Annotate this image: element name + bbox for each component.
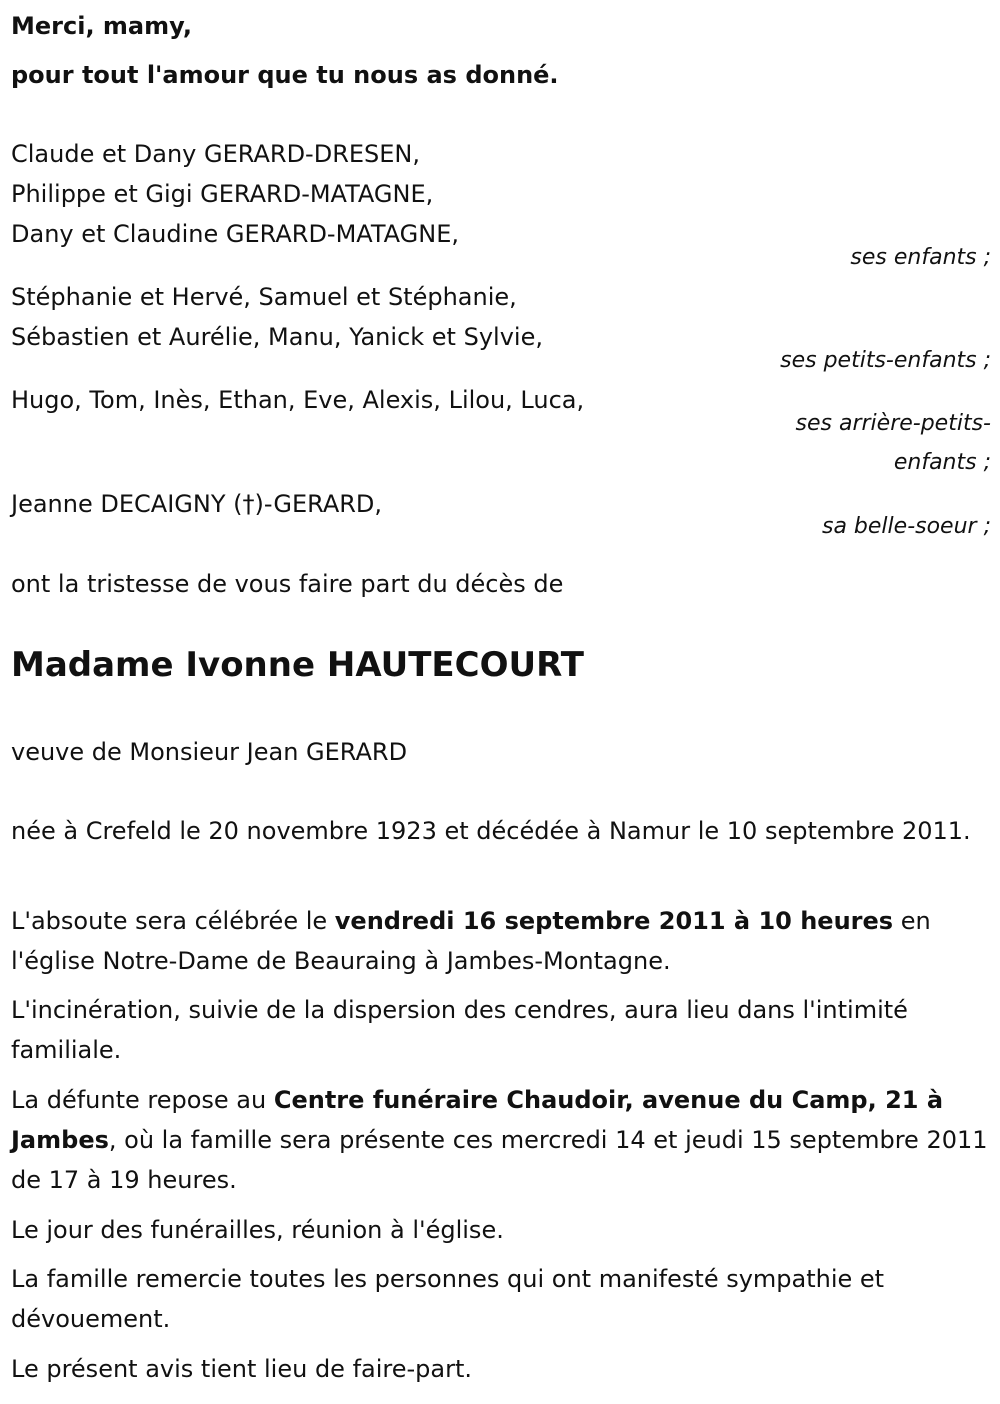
repose-paragraph [11, 1080, 993, 1200]
relation-great-grandchildren-1: ses arrière-petits- [795, 411, 991, 436]
child-name: Philippe et Gigi GERARD-MATAGNE, [11, 180, 434, 208]
relation-great-grandchildren-2: enfants ; [893, 450, 991, 475]
ceremony-pre: L'absoute sera célébrée le [11, 907, 335, 935]
repose-post: , où la famille sera présente ces mercredi 14 et jeudi 15 septembre 2011 de 17 à 19 heures. [11, 1126, 988, 1194]
relation-children: ses enfants ; [850, 245, 991, 270]
ceremony-paragraph [11, 901, 993, 981]
grandchild-name: Stéphanie et Hervé, Samuel et Stéphanie, [11, 283, 517, 311]
intro-line-1: Merci, mamy, [11, 12, 193, 40]
announcement: ont la tristesse de vous faire part du décès de [11, 570, 564, 598]
notice-paragraph: Le présent avis tient lieu de faire-part. [11, 1355, 473, 1383]
meeting-paragraph: Le jour des funérailles, réunion à l'église. [11, 1216, 504, 1244]
thanks-paragraph: La famille remercie toutes les personnes qui ont manifesté sympathie et dévouement. [11, 1265, 885, 1333]
child-name: Dany et Claudine GERARD-MATAGNE, [11, 220, 459, 248]
intro-line-2: pour tout l'amour que tu nous as donné. [11, 61, 559, 89]
repose-place: Centre funéraire Chaudoir, avenue du Camp, 21 à Jambes [11, 1086, 944, 1154]
relation-grandchildren: ses petits-enfants ; [780, 348, 991, 373]
widow-of: veuve de Monsieur Jean GERARD [11, 738, 408, 766]
cremation-paragraph: L'incinération, suivie de la dispersion des cendres, aura lieu dans l'intimité familiale. [11, 996, 908, 1064]
ceremony-post: en l'église Notre-Dame de Beauraing à Jambes-Montagne. [11, 907, 931, 975]
sister-in-law-name: Jeanne DECAIGNY (†)-GERARD, [11, 490, 383, 518]
relation-sister-in-law: sa belle-soeur ; [822, 514, 991, 539]
deceased-name: Madame Ivonne HAUTECOURT [11, 645, 584, 685]
child-name: Claude et Dany GERARD-DRESEN, [11, 140, 421, 168]
great-grandchild-names: Hugo, Tom, Inès, Ethan, Eve, Alexis, Lilou, Luca, [11, 386, 585, 414]
ceremony-date: vendredi 16 septembre 2011 à 10 heures [334, 907, 894, 935]
repose-pre: La défunte repose au [11, 1086, 274, 1114]
grandchild-name: Sébastien et Aurélie, Manu, Yanick et Sylvie, [11, 323, 543, 351]
birth-death-dates: née à Crefeld le 20 novembre 1923 et décédée à Namur le 10 septembre 2011. [11, 817, 971, 845]
